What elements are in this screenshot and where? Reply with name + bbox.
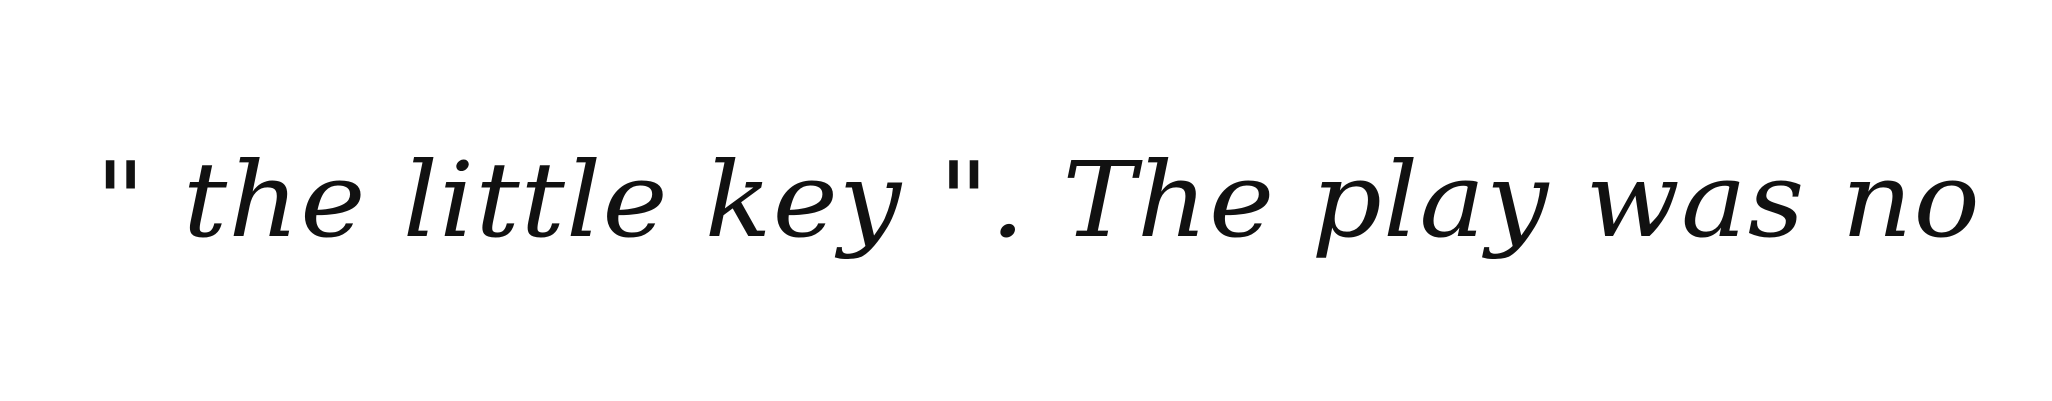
- handwritten-text: " the little key ". The play was no: [95, 139, 1981, 261]
- handwritten-line: [95, 85, 1981, 315]
